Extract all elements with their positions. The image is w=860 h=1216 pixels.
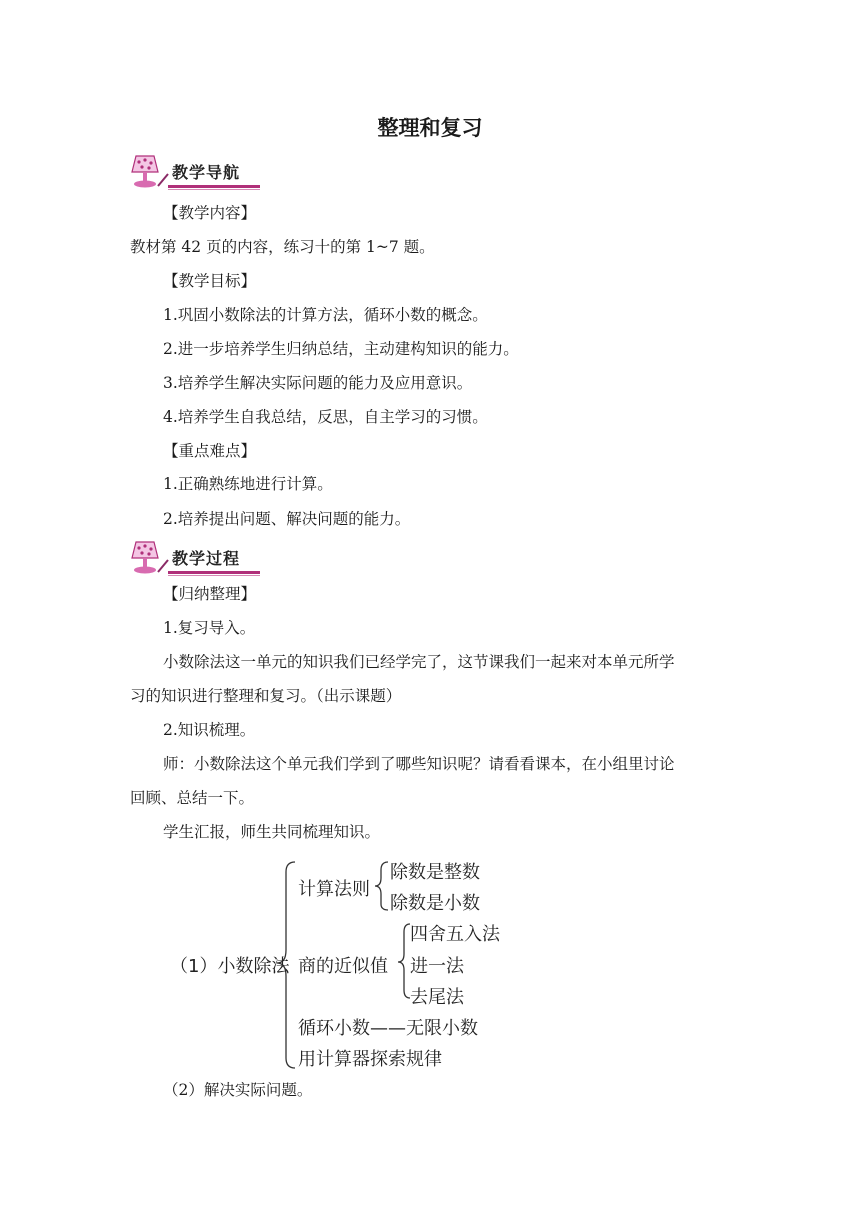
goal-item: 2.进一步培养学生归纳总结，主动建构知识的能力。: [163, 340, 519, 358]
section-label: 教学导航: [172, 163, 241, 182]
paragraph: 回顾、总结一下。: [130, 789, 255, 807]
divider: [168, 189, 260, 190]
diagram-leaf: 进一法: [410, 956, 464, 977]
goal-item: 1.巩固小数除法的计算方法，循环小数的概念。: [163, 306, 488, 324]
heading-key-points: 【重点难点】: [163, 442, 257, 460]
key-point-item: 2.培养提出问题、解决问题的能力。: [163, 510, 411, 528]
paragraph: 师：小数除法这个单元我们学到了哪些知识呢？请看看课本，在小组里讨论: [163, 755, 675, 773]
diagram-leaf: 除数是小数: [390, 893, 480, 914]
diagram-leaf: 除数是整数: [390, 862, 480, 883]
divider: [168, 185, 260, 188]
divider: [168, 575, 260, 576]
lamp-icon: [128, 152, 172, 190]
heading-content: 【教学内容】: [163, 204, 257, 222]
content-text: 教材第 42 页的内容，练习十的第 1~7 题。: [130, 238, 435, 256]
divider: [168, 571, 260, 574]
heading-summary: 【归纳整理】: [163, 585, 257, 603]
section-header-guide: [128, 152, 263, 192]
paragraph: 学生汇报，师生共同梳理知识。: [163, 823, 381, 841]
heading-goals: 【教学目标】: [163, 272, 257, 290]
diagram-root: （1）小数除法: [170, 956, 290, 977]
diagram-leaf: 四舍五入法: [410, 924, 500, 945]
heading-solve: （2）解决实际问题。: [163, 1081, 313, 1099]
section-header-process: [128, 538, 263, 578]
knowledge-tree-diagram: [170, 858, 530, 1073]
section-label: 教学过程: [172, 549, 241, 568]
diagram-node: 循环小数——无限小数: [298, 1018, 478, 1039]
paragraph: 习的知识进行整理和复习。（出示课题）: [130, 687, 402, 705]
lamp-icon: [128, 538, 172, 576]
page-title: 整理和复习: [377, 116, 483, 140]
step-item: 2.知识梳理。: [163, 721, 256, 739]
paragraph: 小数除法这一单元的知识我们已经学完了，这节课我们一起来对本单元所学: [163, 653, 675, 671]
step-item: 1.复习导入。: [163, 619, 256, 637]
diagram-node: 计算法则: [298, 879, 370, 900]
diagram-node: 商的近似值: [298, 956, 388, 977]
goal-item: 3.培养学生解决实际问题的能力及应用意识。: [163, 374, 473, 392]
goal-item: 4.培养学生自我总结，反思，自主学习的习惯。: [163, 408, 488, 426]
key-point-item: 1.正确熟练地进行计算。: [163, 475, 333, 493]
diagram-leaf: 去尾法: [410, 987, 464, 1008]
diagram-node: 用计算器探索规律: [298, 1049, 442, 1070]
